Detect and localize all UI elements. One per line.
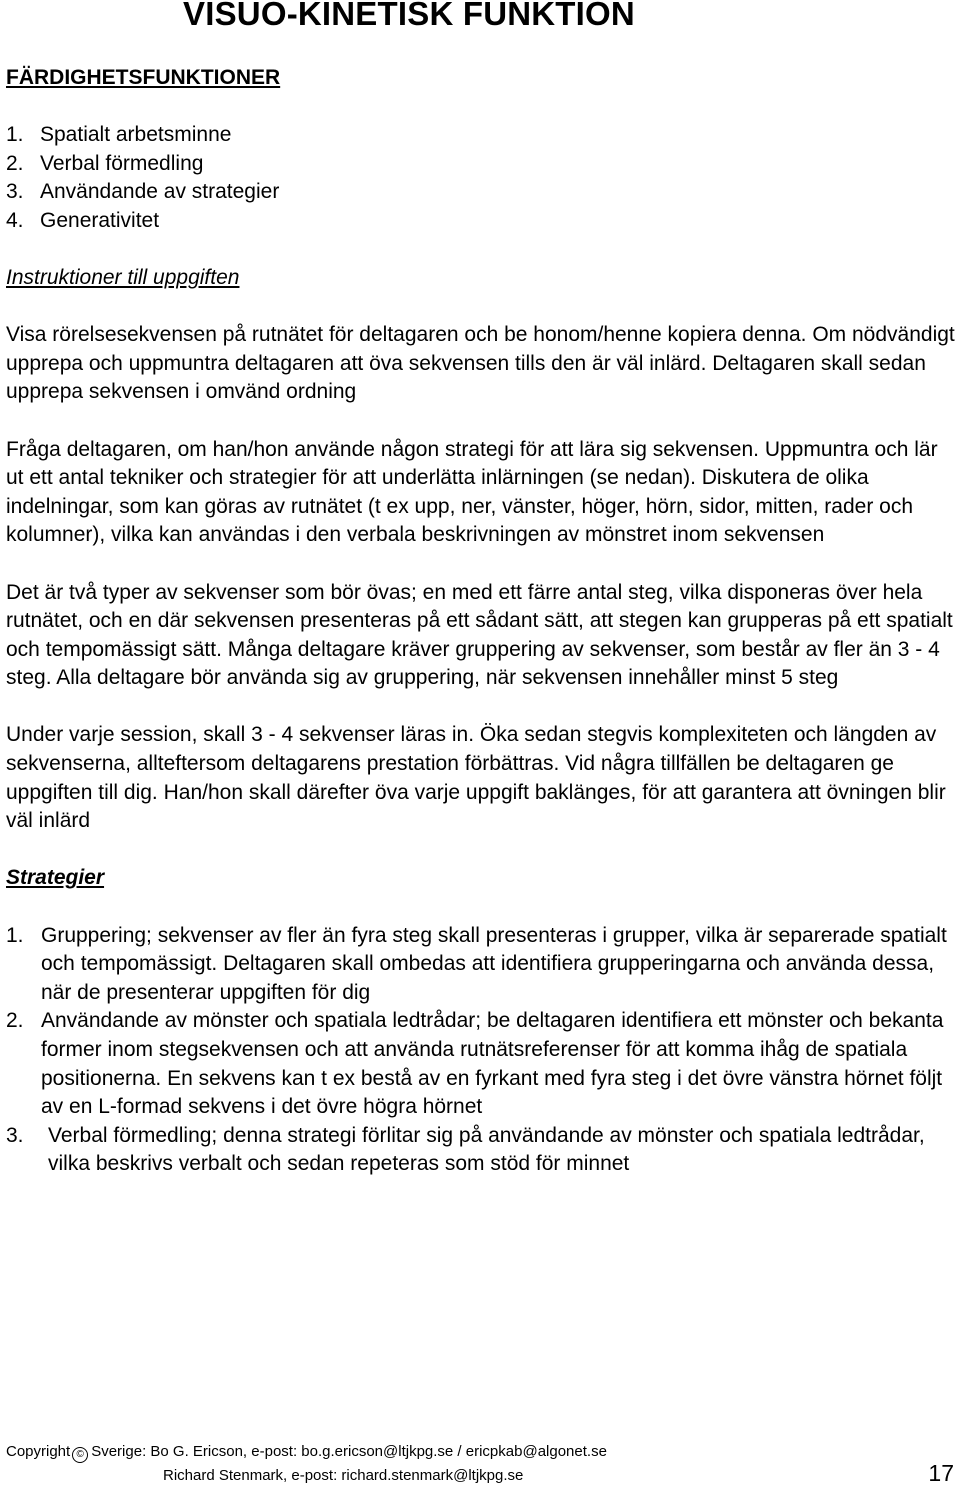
footer-contact: Richard Stenmark, e-post: richard.stenmark@ltjkpg.se <box>163 1467 524 1484</box>
strategies-heading: Strategier <box>6 866 105 890</box>
list-item <box>6 207 956 236</box>
list-item <box>6 150 956 179</box>
instructions-heading: Instruktioner till uppgiften <box>6 265 240 289</box>
page-title: VISUO-KINETISK FUNKTION <box>183 0 635 32</box>
list-item-number: 1. <box>6 123 24 146</box>
list-item <box>6 1007 956 1121</box>
list-item-number: 1. <box>6 923 24 947</box>
list-item-number: 3. <box>6 180 24 204</box>
spacer <box>6 235 956 264</box>
spacer <box>6 407 956 436</box>
instructions-paragraph-4: Under varje session, skall 3 - 4 sekvenser läras in. Öka sedan stegvis komplexiteten och längden av sekvenserna, allteftersom deltagarens prestation förbättras. Vid några tillfällen be deltagaren ge uppgiften till dig. Han/hon skall därefter öva varje uppgift baklänges, för att garantera att övningen blir väl inlärd <box>6 723 946 833</box>
spacer <box>6 893 956 922</box>
list-item-number: 2. <box>6 1009 24 1033</box>
copyright-icon: © <box>72 1447 88 1463</box>
list-item-label: Verbal förmedling <box>40 151 204 175</box>
list-item <box>6 1122 956 1179</box>
strategies-list <box>6 922 956 1179</box>
spacer <box>6 836 956 865</box>
list-item-label: Spatialt arbetsminne <box>40 123 232 146</box>
footer-copyright <box>6 1443 607 1463</box>
instructions-paragraph-3: Det är två typer av sekvenser som bör övas; en med ett färre antal steg, vilka disponeras över hela rutnätet, och en där sekvensen presenteras på ett sådant sätt, att stegen kan grupperas på ett spatialt och tempomässigt sätt. Många deltagare kräver gruppering av sekvenser, som består av fler än 3 - 4 steg. Alla deltagare bör använda sig av gruppering, när sekvensen innehåller minst 5 steg <box>6 580 953 690</box>
list-item-text: Gruppering; sekvenser av fler än fyra steg skall presenteras i grupper, vilka är separerade spatialt och tempomässigt. Deltagaren skall ombedas att identifiera grupperingarna och använda dessa, när de presenterar uppgiften för dig <box>41 923 947 1004</box>
list-item-label: Generativitet <box>40 208 160 232</box>
list-item-label: Användande av strategier <box>40 180 280 204</box>
spacer <box>6 550 956 579</box>
instructions-paragraph-1: Visa rörelsesekvensen på rutnätet för deltagaren och be honom/henne kopiera denna. Om nödvändigt upprepa och uppmuntra deltagaren att öva sekvensen tills den är väl inlärd. Deltagaren skall sedan upprepa sekvensen i omvänd ordning <box>6 323 955 404</box>
list-item-text: Användande av mönster och spatiala ledtrådar; be deltagaren identifiera ett mönster och bekanta former inom stegsekvensen och att använda rutnätsreferenser för att komma ihåg de spatiala positionerna. En sekvens kan t ex bestå av en fyrkant med fyra steg i det övre vänstra hörnet följt av en L-formad sekvens i det övre högra hörnet <box>41 1009 944 1119</box>
page-number: 17 <box>928 1460 954 1486</box>
skills-heading: FÄRDIGHETSFUNKTIONER <box>6 66 281 89</box>
list-item <box>6 178 956 207</box>
list-item <box>6 121 956 150</box>
document-body <box>6 121 956 1179</box>
list-item-text: Verbal förmedling; denna strategi förlitar sig på användande av mönster och spatiala ledtrådar, vilka beskrivs verbalt och sedan repeteras som stöd för minnet <box>48 1123 925 1176</box>
copyright-contacts: Sverige: Bo G. Ericson, e-post: bo.g.ericson@ltjkpg.se / ericpkab@algonet.se <box>91 1443 607 1460</box>
instructions-paragraph-2: Fråga deltagaren, om han/hon använde någon strategi för att lära sig sekvensen. Uppmuntra och lär ut ett antal tekniker och strategier för att underlätta inlärningen (se nedan). Diskutera de olika indelningar, som kan göras av rutnätet (t ex upp, ner, vänster, höger, hörn, sidor, mitten, rader och kolumner), vilka kan användas i den verbala beskrivningen av mönstret inom sekvensen <box>6 437 938 547</box>
skills-list <box>6 121 956 235</box>
spacer <box>6 293 956 322</box>
copyright-label: Copyright <box>6 1443 71 1460</box>
list-item-number: 4. <box>6 208 24 232</box>
list-item <box>6 922 956 1008</box>
list-item-number: 2. <box>6 151 24 175</box>
spacer <box>6 693 956 722</box>
list-item-number: 3. <box>6 1123 24 1147</box>
